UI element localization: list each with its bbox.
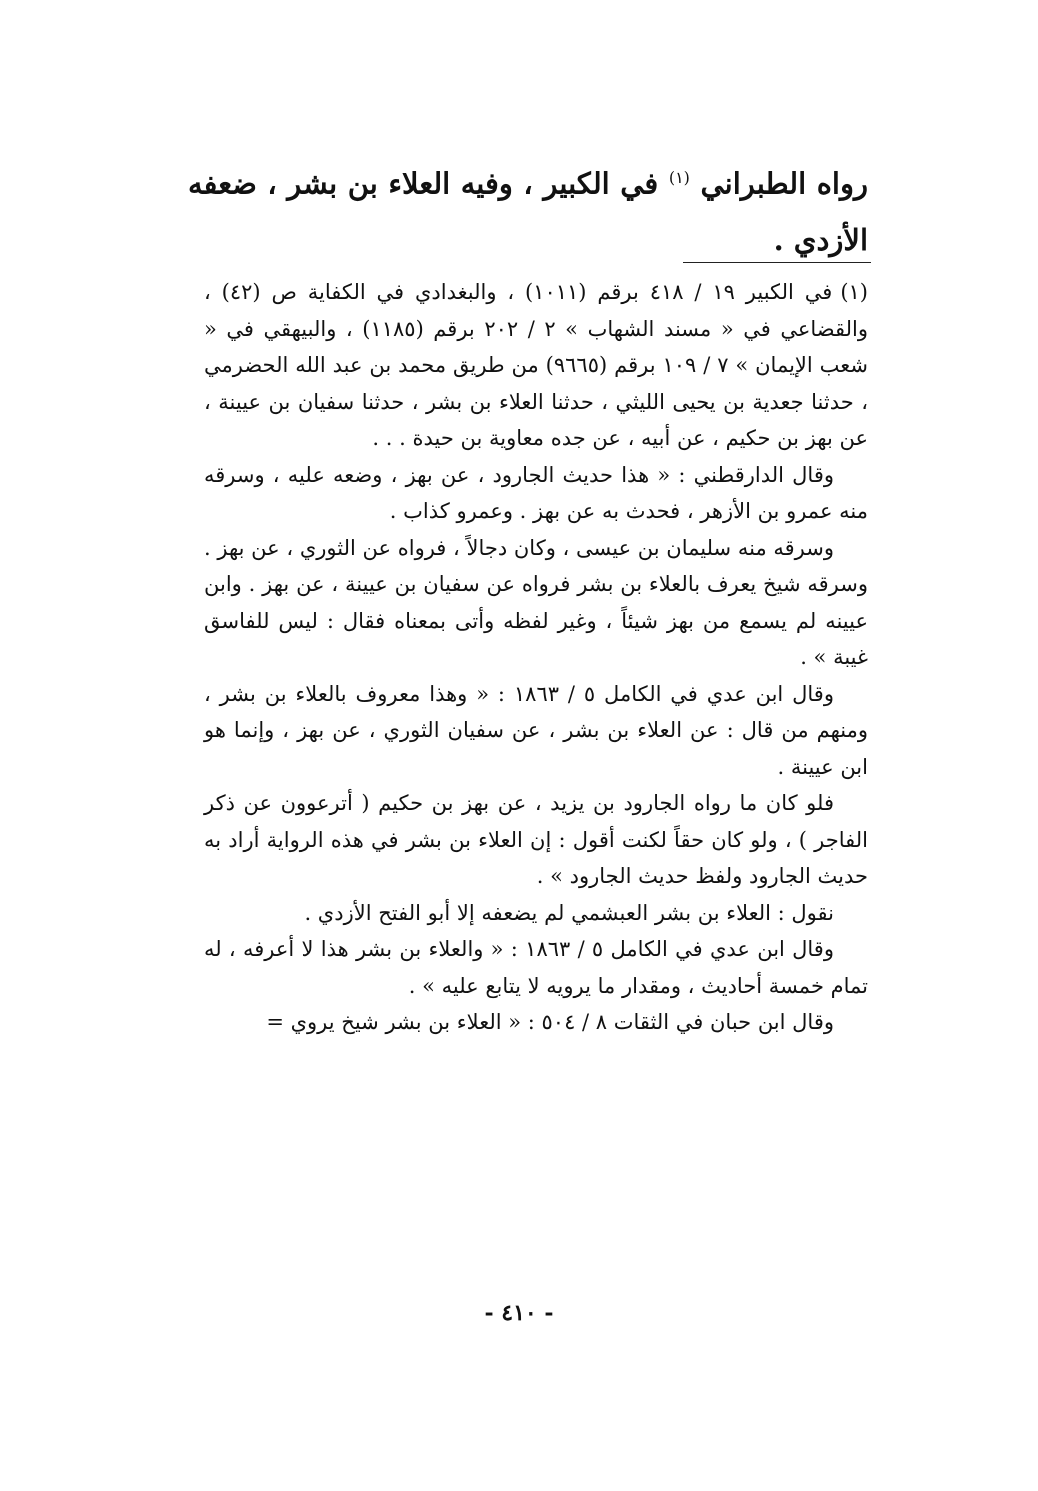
footnote-text-1: في الكبير ١٩ / ٤١٨ برقم (١٠١١) ، والبغدادي في الكفاية ص (٤٢) ، والقضاعي في « مسند الشهاب » ٢ / ٢٠٢ برقم (١١٨٥) ، والبيهقي في « شعب الإيمان » ٧ / ١٠٩ برقم (٩٦٦٥) من طريق محمد بن عبد الله الحضرمي ، حدثنا جعدية بن يحيى الليثي ، حدثنا العلاء بن بشر ، حدثنا سفيان بن عيينة ، عن بهز بن حكيم ، عن أبيه ، عن جده معاوية بن حيدة . . . xyxy=(204,280,868,450)
footnote-paragraph-7: وقال ابن عدي في الكامل ٥ / ١٨٦٣ : « والعلاء بن بشر هذا لا أعرفه ، له تمام خمسة أحاديث ، ومقدار ما يرويه لا يتابع عليه » . xyxy=(204,937,868,998)
footnote-paragraph-6: نقول : العلاء بن بشر العبشمي لم يضعفه إلا أبو الفتح الأزدي . xyxy=(304,900,834,925)
main-text xyxy=(188,150,868,268)
main-paragraph xyxy=(188,150,868,268)
main-text-end: في الكبير ، وفيه العلاء بن بشر ، ضعفه الأزدي . xyxy=(188,166,868,257)
footnote-paragraph-4: وقال ابن عدي في الكامل ٥ / ١٨٦٣ : « وهذا معروف بالعلاء بن بشر ، ومنهم من قال : عن العلاء بن بشر ، عن سفيان الثوري ، عن بهز ، وإنما هو ابن عيينة . xyxy=(204,681,868,779)
footnote-paragraph-3: وسرقه منه سليمان بن عيسى ، وكان دجالاً ، فرواه عن الثوري ، عن بهز . وسرقه شيخ يعرف بالعلاء بن بشر فرواه عن سفيان بن عيينة ، عن بهز . وابن عيينه لم يسمع من بهز شيئاً ، وغير لفظه وأتى بمعناه فقال : ليس للفاسق غيبة » . xyxy=(204,535,868,669)
footnote-number: (١) xyxy=(840,280,868,304)
main-text-start: رواه الطبراني xyxy=(700,166,868,201)
footnote-reference: (١) xyxy=(668,168,690,187)
footnote-separator xyxy=(683,262,871,263)
footnote-paragraph-5: فلو كان ما رواه الجارود بن يزيد ، عن بهز بن حكيم ( أترعوون عن ذكر الفاجر ) ، ولو كان حقاً لكنت أقول : إن العلاء بن بشر في هذه الرواية أراد به حديث الجارود ولفظ حديث الجارود » . xyxy=(204,791,868,888)
footnote-paragraph-8: وقال ابن حبان في الثقات ٨ / ٥٠٤ : « العلاء بن بشر شيخ يروي = xyxy=(266,1010,834,1034)
footnote-paragraph-1 xyxy=(204,274,868,457)
footnote-paragraph-2: وقال الدارقطني : « هذا حديث الجارود ، عن بهز ، وضعه عليه ، وسرقه منه عمرو بن الأزهر ، فحدث به عن بهز . وعمرو كذاب . xyxy=(204,462,868,523)
page-number: - ٤١٠ - xyxy=(484,1300,554,1326)
footnotes-section xyxy=(204,274,868,1041)
